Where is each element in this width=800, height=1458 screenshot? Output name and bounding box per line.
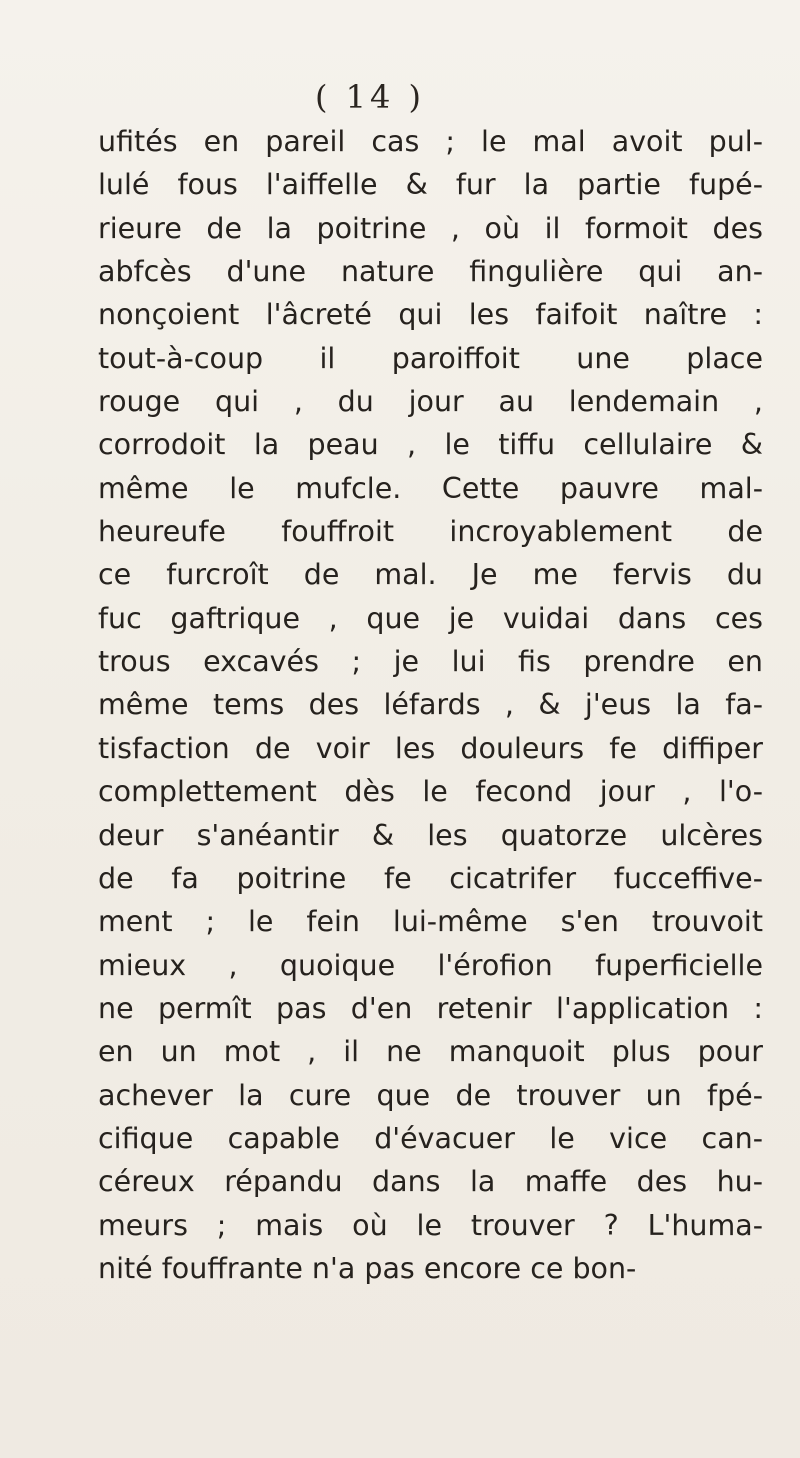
- text-line: deur s'anéantir & les quatorze ulcères: [98, 818, 763, 852]
- text-line: complettement dès le fecond jour , l'o-: [98, 775, 763, 809]
- text-line: céreux répandu dans la maffe des hu-: [98, 1165, 763, 1199]
- text-line: trous excavés ; je lui fis prendre en: [98, 645, 763, 679]
- text-line: en un mot , il ne manquoit plus pour: [98, 1035, 763, 1069]
- text-line: fuc gaftrique , que je vuidai dans ces: [98, 601, 763, 635]
- body-text: [98, 120, 763, 1290]
- text-line: ce furcroît de mal. Je me fervis du: [98, 558, 763, 592]
- text-line: de fa poitrine fe cicatrifer fucceffive-: [98, 861, 763, 895]
- text-line: même tems des léfards , & j'eus la fa-: [98, 688, 763, 722]
- text-line: même le mufcle. Cette pauvre mal-: [98, 471, 763, 505]
- text-line: heureufe fouffroit incroyablement de: [98, 515, 763, 549]
- text-line: achever la cure que de trouver un fpé-: [98, 1078, 763, 1112]
- text-line: cifique capable d'évacuer le vice can-: [98, 1121, 763, 1155]
- text-line: nité fouffrante n'a pas encore ce bon-: [98, 1251, 637, 1285]
- text-line: nonçoient l'âcreté qui les faifoit naître :: [98, 298, 763, 332]
- text-line: rieure de la poitrine , où il formoit des: [98, 211, 763, 245]
- text-line: corrodoit la peau , le tiffu cellulaire &: [98, 428, 763, 462]
- page-number: ( 14 ): [314, 78, 426, 116]
- text-line: ne permît pas d'en retenir l'application :: [98, 991, 763, 1025]
- text-line: tisfaction de voir les douleurs fe diffiper: [98, 731, 763, 765]
- text-line: ment ; le fein lui-même s'en trouvoit: [98, 905, 763, 939]
- text-line: lulé fous l'aiffelle & fur la partie fupé-: [98, 168, 763, 202]
- text-line: mieux , quoique l'érofion fuperficielle: [98, 948, 763, 982]
- text-line: meurs ; mais où le trouver ? L'huma-: [98, 1208, 763, 1242]
- text-line: tout-à-coup il paroiffoit une place: [98, 341, 763, 375]
- text-line: abfcès d'une nature fingulière qui an-: [98, 255, 763, 289]
- text-line: rouge qui , du jour au lendemain ,: [98, 385, 763, 419]
- text-line: ufités en pareil cas ; le mal avoit pul-: [98, 125, 763, 158]
